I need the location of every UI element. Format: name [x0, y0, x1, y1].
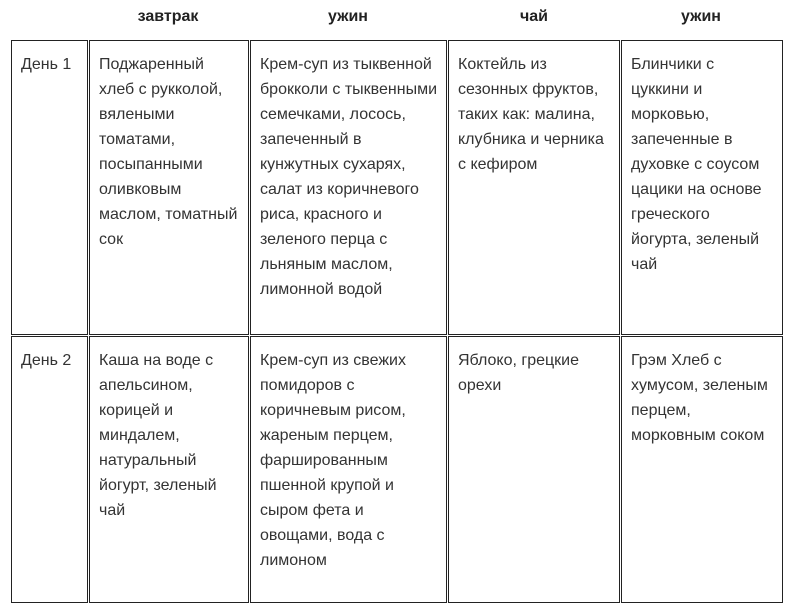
day-label: День 1 [11, 40, 88, 335]
table-cell-supper: Грэм Хлеб с хумусом, зеленым перцем, морковным соком [621, 336, 783, 603]
table-cell-supper: Блинчики с цуккини и морковью, запеченные в духовке с соусом цацики на основе греческого йогурта, зеленый чай [621, 40, 783, 335]
table-cell-dinner: Крем-суп из свежих помидоров с коричневым рисом, жареным перцем, фаршированным пшенной крупой и сыром фета и овощами, вода с лимоном [250, 336, 447, 603]
meal-plan-table [11, 40, 782, 605]
table-cell-tea: Коктейль из сезонных фруктов, таких как: малина, клубника и черника с кефиром [448, 40, 620, 335]
header-tea: чай [519, 8, 549, 25]
day-label: День 2 [11, 336, 88, 603]
table-cell-tea: Яблоко, грецкие орехи [448, 336, 620, 603]
table-header-row [0, 0, 787, 34]
table-cell-dinner: Крем-суп из тыквенной брокколи с тыквенными семечками, лосось, запеченный в кунжутных сухарях, салат из коричневого риса, красного и зеленого перца с льняным маслом, лимонной водой [250, 40, 447, 335]
table-cell-breakfast: Каша на воде с апельсином, корицей и миндалем, натуральный йогурт, зеленый чай [89, 336, 249, 603]
header-breakfast: завтрак [137, 8, 199, 25]
header-dinner: ужин [328, 8, 368, 25]
table-cell-breakfast: Поджаренный хлеб с рукколой, вялеными томатами, посыпанными оливковым маслом, томатный сок [89, 40, 249, 335]
header-supper: ужин [681, 8, 721, 25]
